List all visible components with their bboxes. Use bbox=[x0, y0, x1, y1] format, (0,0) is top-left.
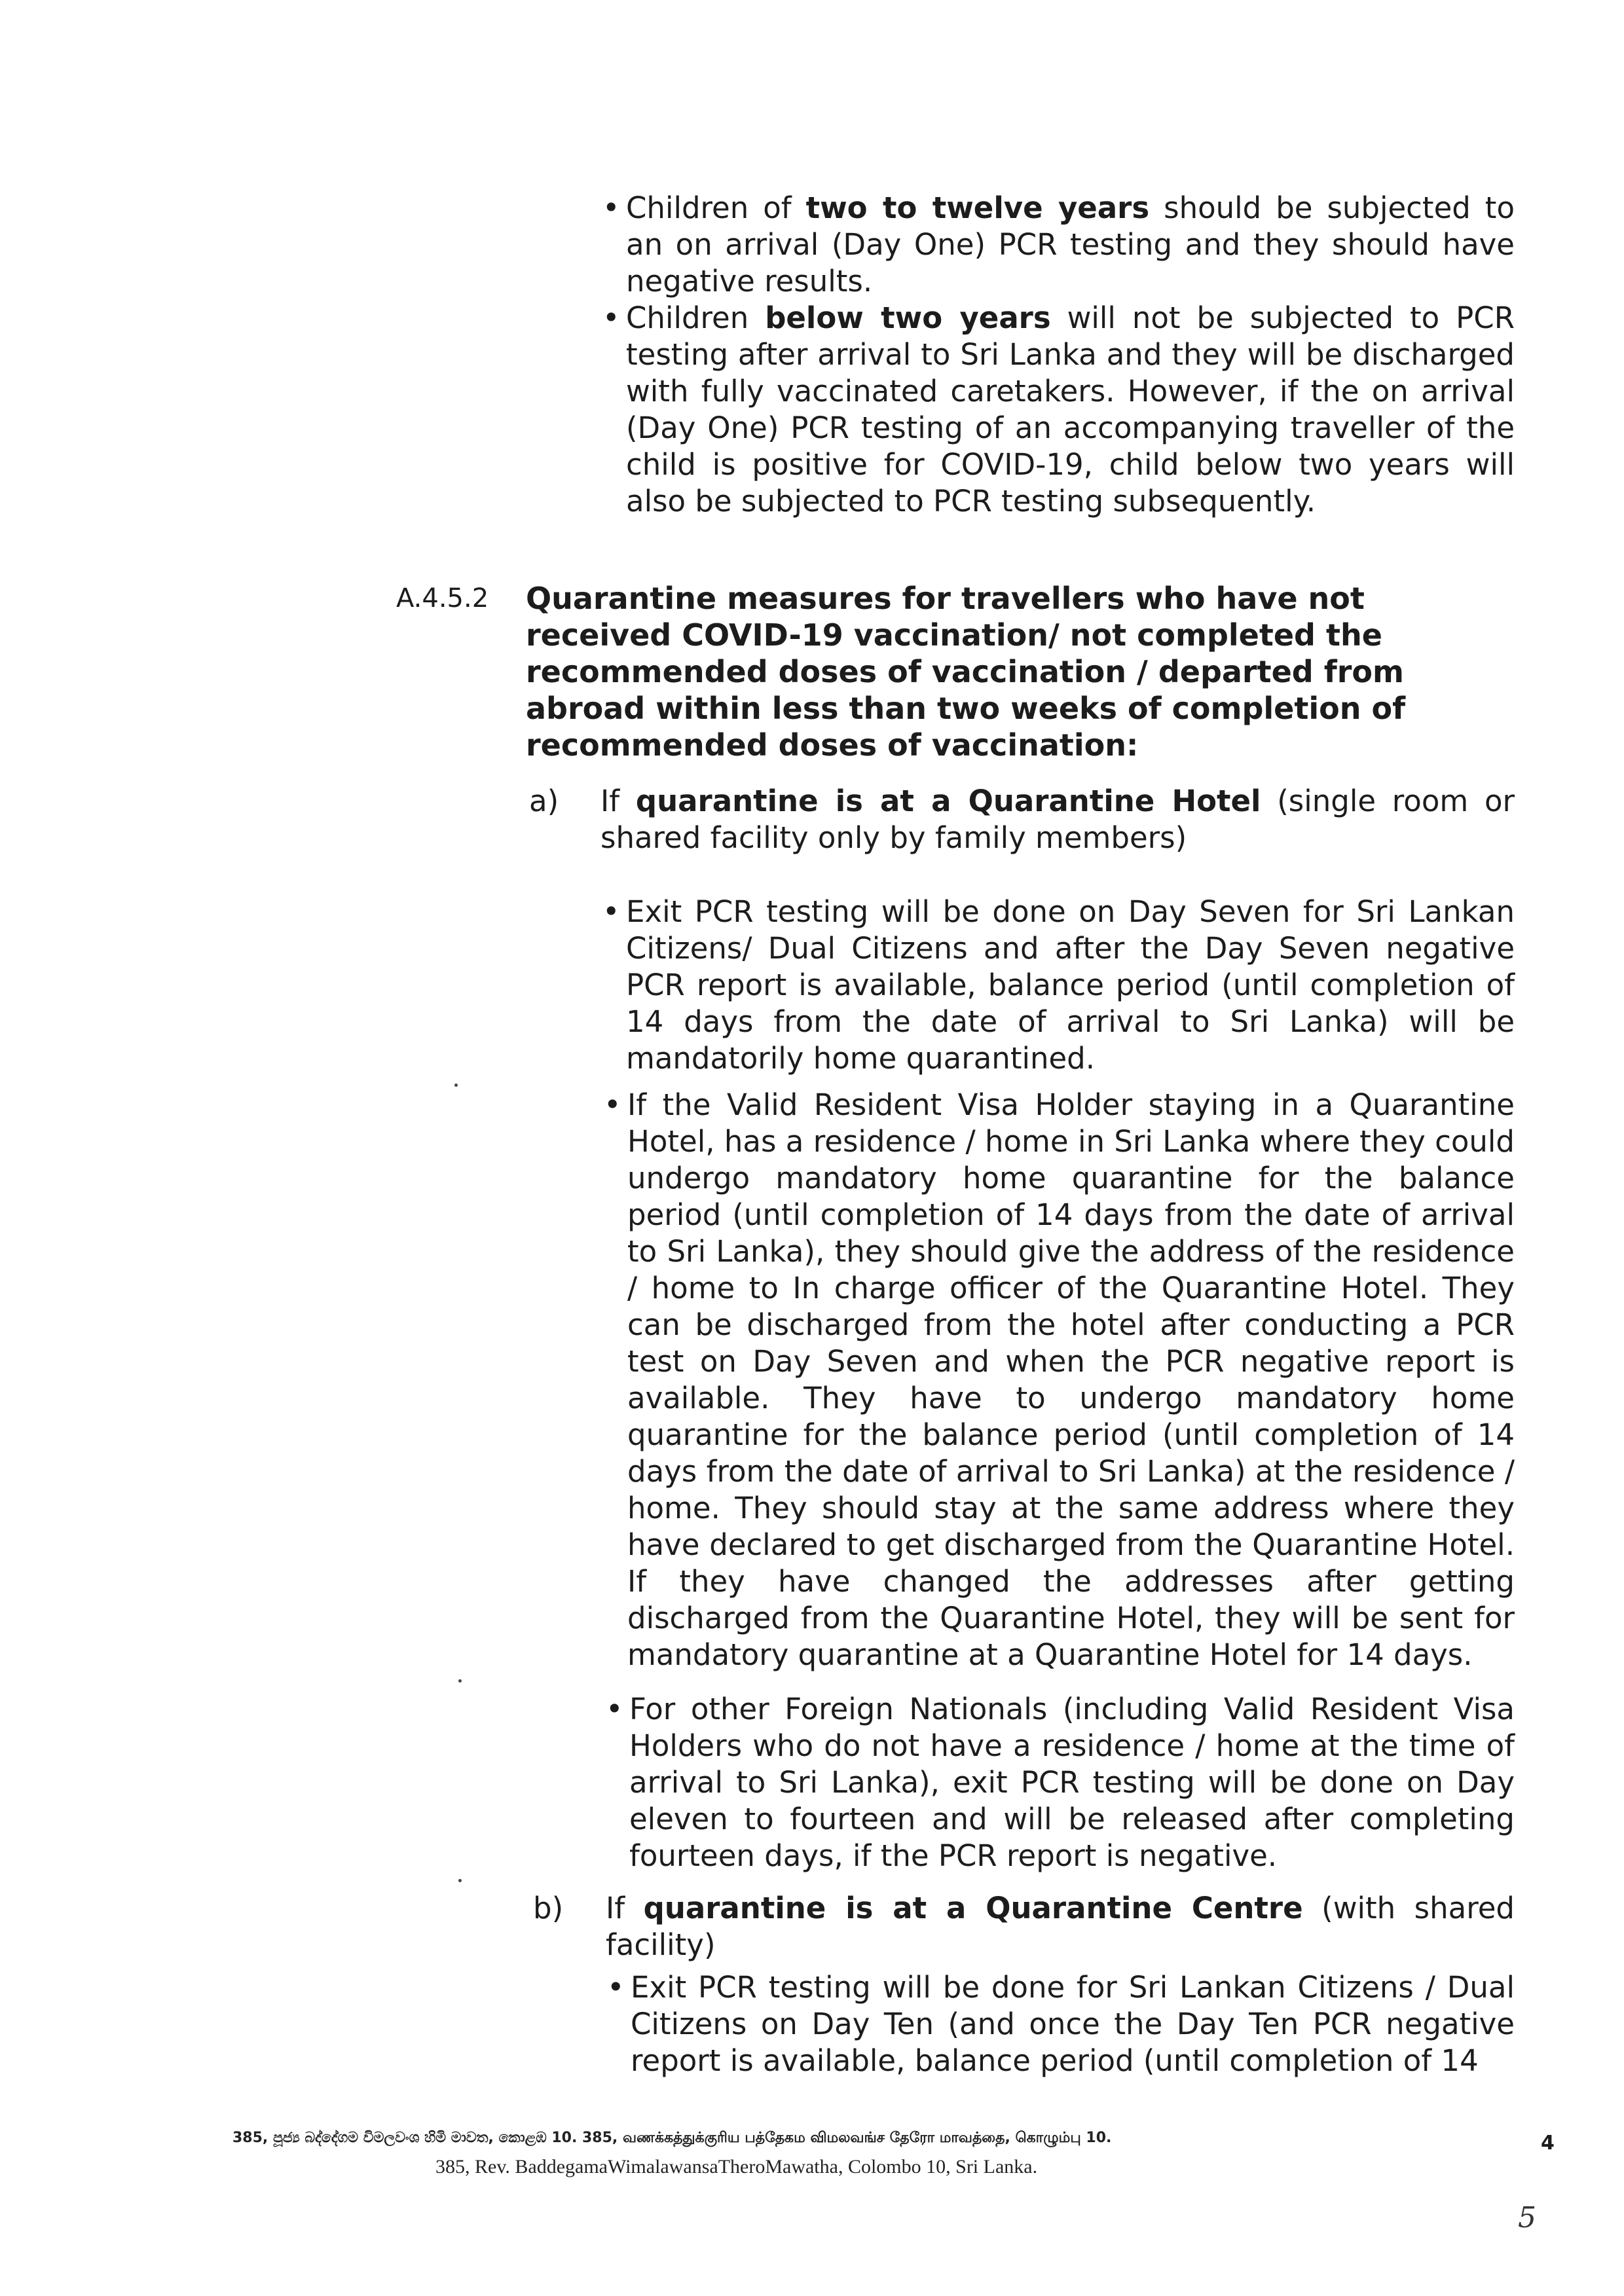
bullet-children-two-to-twelve bbox=[602, 190, 1515, 300]
bullet-dot: • bbox=[602, 191, 620, 225]
bullet-foreign-nationals bbox=[606, 1691, 1515, 1874]
item-b-heading: If quarantine is at a Quarantine Centre (with shared facility) bbox=[606, 1891, 1515, 1962]
bullet-dot: • bbox=[607, 1970, 625, 2005]
handwritten-page-mark: 5 bbox=[1518, 2201, 1536, 2234]
bullet-text: Children of two to twelve years should be subjected to an on arrival (Day One) PCR testing and they should have negative results. bbox=[626, 191, 1515, 299]
section-number: A.4.5.2 bbox=[396, 583, 489, 613]
bullet-dot: • bbox=[606, 1692, 623, 1726]
scan-speck bbox=[458, 1879, 462, 1882]
bullet-children-below-two bbox=[602, 300, 1515, 520]
bullet-valid-resident-visa-holder bbox=[604, 1087, 1515, 1673]
page-number: 4 bbox=[1541, 2132, 1555, 2155]
item-b-label: b) bbox=[533, 1891, 564, 1925]
item-a-label: a) bbox=[529, 784, 559, 818]
bullet-text: Children below two years will not be subjected to PCR testing after arrival to Sri Lanka and they will be discharged with fully vaccinated caretakers. However, if the on arrival (Day One) PCR testing of an accompanying traveller of the child is positive for COVID-19, child below two years will also be subjected to PCR testing subsequently. bbox=[626, 301, 1515, 519]
bullet-text: If the Valid Resident Visa Holder staying in a Quarantine Hotel, has a residence / home in Sri Lanka where they could undergo mandatory home quarantine for the balance period (until completion of 14 days from the date of arrival to Sri Lanka), they should give the address of the residence / home to In charge officer of the Quarantine Hotel. They can be discharged from the hotel after conducting a PCR test on Day Seven and when the PCR negative report is available. They have to undergo mandatory home quarantine for the balance period (until completion of 14 days from the date of arrival to Sri Lanka) at the residence / home. They should stay at the same address where they have declared to get discharged from the Quarantine Hotel. If they have changed the addresses after getting discharged from the Quarantine Hotel, they will be sent for mandatory quarantine at a Quarantine Hotel for 14 days. bbox=[627, 1087, 1515, 1672]
scan-speck bbox=[454, 1084, 458, 1087]
bullet-exit-pcr-day-seven bbox=[602, 894, 1515, 1077]
bullet-text: Exit PCR testing will be done for Sri Lankan Citizens / Dual Citizens on Day Ten (and once the Day Ten PCR negative report is available, balance period (until completion of 14 bbox=[631, 1970, 1515, 2078]
bullet-text: For other Foreign Nationals (including Valid Resident Visa Holders who do not have a residence / home at the time of arrival to Sri Lanka), exit PCR testing will be done on Day eleven to fourteen and will be released after completing fourteen days, if the PCR report is negative. bbox=[629, 1692, 1515, 1873]
bullet-exit-pcr-day-ten bbox=[607, 1969, 1515, 2079]
bullet-text: Exit PCR testing will be done on Day Seven for Sri Lankan Citizens/ Dual Citizens and after the Day Seven negative PCR report is available, balance period (until completion of 14 days from the date of arrival to Sri Lanka) will be mandatorily home quarantined. bbox=[626, 894, 1515, 1076]
bullet-dot: • bbox=[602, 301, 620, 335]
section-title: Quarantine measures for travellers who have not received COVID-19 vaccination/ not completed the recommended doses of vaccination / departed from abroad within less than two weeks of completion of recommended doses of vaccination: bbox=[526, 581, 1406, 763]
footer-address-local: 385, පූජ්‍ය බද්දේගම විමලවංශ හිමි මාවත, කොළඹ 10. 385, வணக்கத்துக்குரிய பத்தேகம விமலவங்ச தேரோ மாவத்தை, கொழும்பு 10. bbox=[232, 2130, 1112, 2146]
footer-address-english: 385, Rev. BaddegamaWimalawansaTheroMawatha, Colombo 10, Sri Lanka. bbox=[435, 2156, 1038, 2178]
bullet-dot: • bbox=[604, 1087, 621, 1122]
item-a-heading: If quarantine is at a Quarantine Hotel (single room or shared facility only by family members) bbox=[600, 784, 1515, 855]
bullet-dot: • bbox=[602, 894, 620, 929]
scan-speck bbox=[458, 1679, 462, 1683]
